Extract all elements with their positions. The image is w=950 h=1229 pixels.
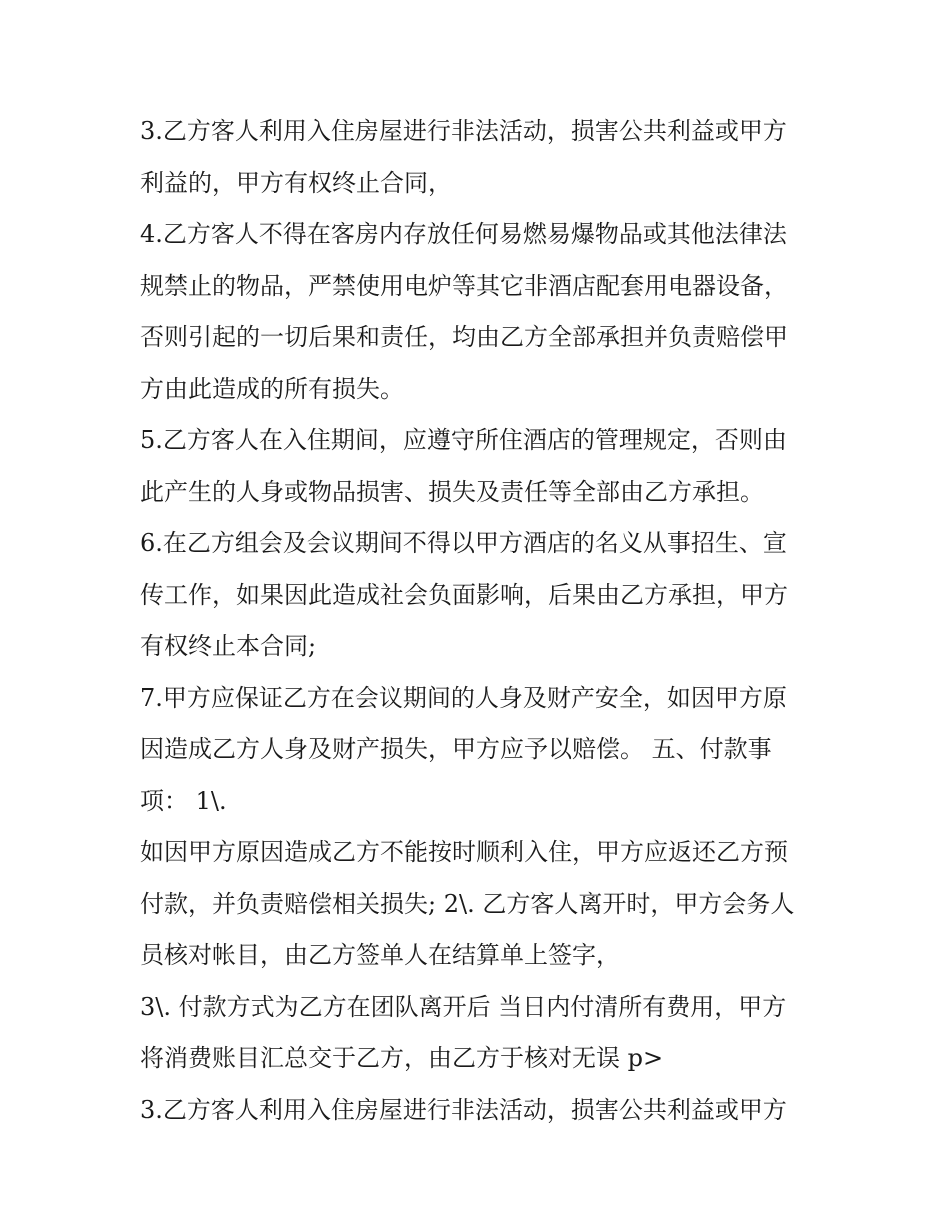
- document-body: [140, 106, 830, 1136]
- text-line-19: 将消费账目汇总交于乙方，由乙方于核对无误 p>: [140, 1044, 664, 1072]
- text-line-5: 否则引起的一切后果和责任，均由乙方全部承担并负责赔偿甲: [140, 323, 788, 351]
- text-line-1: 3.乙方客人利用入住房屋进行非法活动，损害公共利益或甲方: [140, 117, 787, 145]
- text-line-8: 此产生的人身或物品损害、损失及责任等全部由乙方承担。: [140, 477, 764, 506]
- text-line-7: 5.乙方客人在入住期间，应遵守所住酒店的管理规定，否则由: [140, 426, 787, 454]
- text-line-4: 规禁止的物品，严禁使用电炉等其它非酒店配套用电器设备，: [140, 271, 788, 300]
- text-line-17: 员核对帐目，由乙方签单人在结算单上签字，: [140, 941, 620, 969]
- text-line-9: 6.在乙方组会及会议期间不得以甲方酒店的名义从事招生、宣: [140, 529, 787, 557]
- text-line-18: 3\. 付款方式为乙方在团队离开后 当日内付清所有费用，甲方: [140, 992, 787, 1021]
- text-line-20: 3.乙方客人利用入住房屋进行非法活动，损害公共利益或甲方: [140, 1095, 787, 1124]
- text-line-13: 因造成乙方人身及财产损失，甲方应予以赔偿。 五、付款事: [140, 735, 772, 763]
- text-line-3: 4.乙方客人不得在客房内存放任何易燃易爆物品或其他法律法: [140, 220, 787, 248]
- text-line-6: 方由此造成的所有损失。: [140, 374, 404, 403]
- text-line-14: 项： 1\.: [140, 786, 227, 815]
- text-line-2: 利益的，甲方有权终止合同，: [140, 168, 452, 197]
- text-line-16: 付款，并负责赔偿相关损失; 2\. 乙方客人离开时，甲方会务人: [140, 889, 795, 918]
- text-line-15: 如因甲方原因造成乙方不能按时顺利入住，甲方应返还乙方预: [140, 838, 788, 866]
- text-line-12: 7.甲方应保证乙方在会议期间的人身及财产安全，如因甲方原: [140, 683, 787, 712]
- text-line-10: 传工作，如果因此造成社会负面影响，后果由乙方承担，甲方: [140, 580, 788, 609]
- text-line-11: 有权终止本合同;: [140, 632, 317, 660]
